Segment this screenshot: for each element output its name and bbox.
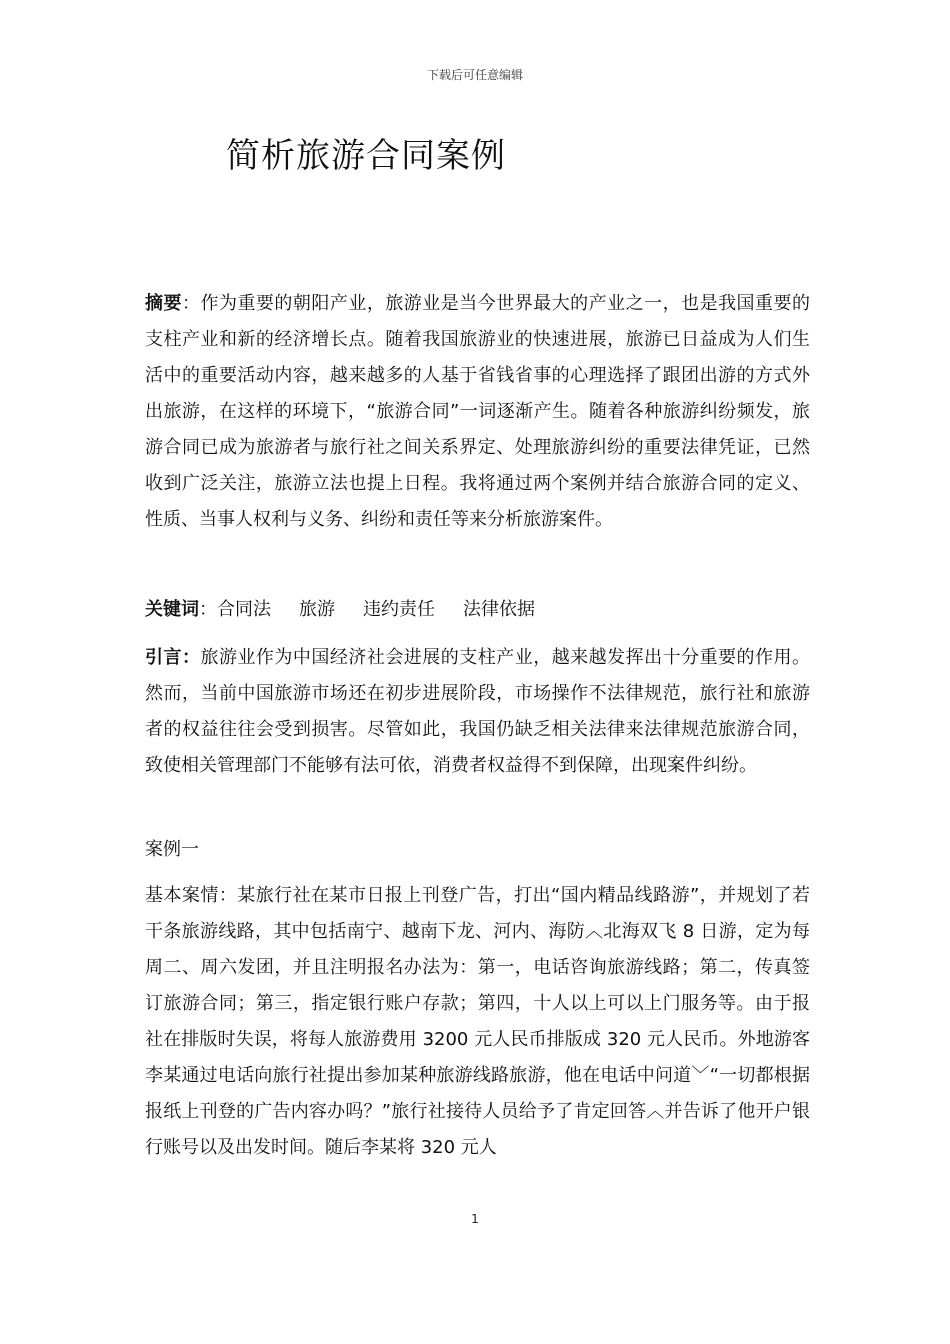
case-heading-text: 案例一: [145, 839, 199, 860]
keywords-section: [145, 592, 810, 628]
document-title: 简析旅游合同案例: [226, 136, 506, 176]
keywords-separator: ：: [199, 599, 217, 620]
keywords-label: 关键词: [145, 599, 199, 620]
case-basic-text: 基本案情：某旅行社在某市日报上刊登广告，打出“国内精品线路游”，并规划了若干条旅游线路，其中包括南宁、越南下龙、河内、海防︿北海双飞 8 日游，定为每周二、周六发团，并且注明报名办法为：第一，电话咨询旅游线路；第二，传真签订旅游合同；第三，指定银行账户存款；第四，十人以上可以上门服务等。由于报社在排版时失误，将每人旅游费用 3200 元人民币排版成 320 元人民币。外地游客李某通过电话向旅行社提出参加某种旅游线路旅游，他在电话中问道﹀“一切都根据报纸上刊登的广告内容办吗？”旅行社接待人员给予了肯定回答︿并告诉了他开户银行账号以及出发时间。随后李某将 320 元人: [145, 885, 810, 1158]
intro-text: 旅游业作为中国经济社会进展的支柱产业，越来越发挥出十分重要的作用。然而，当前中国旅游市场还在初步进展阶段，市场操作不法律规范，旅行社和旅游者的权益往往会受到损害。尽管如此，我国仍缺乏相关法律来法律规范旅游合同，致使相关管理部门不能够有法可依，消费者权益得不到保障，出现案件纠纷。: [145, 647, 811, 776]
page-number: 1: [471, 1212, 479, 1226]
keyword-item: 合同法: [217, 599, 271, 620]
case-basic-section: [145, 878, 810, 1166]
keyword-item: 法律依据: [463, 599, 535, 620]
case-heading: [145, 832, 810, 868]
intro-label: 引言：: [145, 647, 201, 668]
abstract-text: ：作为重要的朝阳产业，旅游业是当今世界最大的产业之一，也是我国重要的支柱产业和新的经济增长点。随着我国旅游业的快速进展，旅游已日益成为人们生活中的重要活动内容，越来越多的人基于省钱省事的心理选择了跟团出游的方式外出旅游，在这样的环境下，“旅游合同”一词逐渐产生。随着各种旅游纠纷频发，旅游合同已成为旅游者与旅行社之间关系界定、处理旅游纠纷的重要法律凭证，已然收到广泛关注，旅游立法也提上日程。我将通过两个案例并结合旅游合同的定义、性质、当事人权利与义务、纠纷和责任等来分析旅游案件。: [145, 293, 811, 530]
keyword-item: 旅游: [299, 599, 335, 620]
intro-section: [145, 640, 810, 784]
abstract-section: [145, 286, 810, 538]
header-note: 下载后可任意编辑: [426, 68, 523, 82]
abstract-label: 摘要: [145, 293, 182, 314]
keyword-item: 违约责任: [363, 599, 435, 620]
